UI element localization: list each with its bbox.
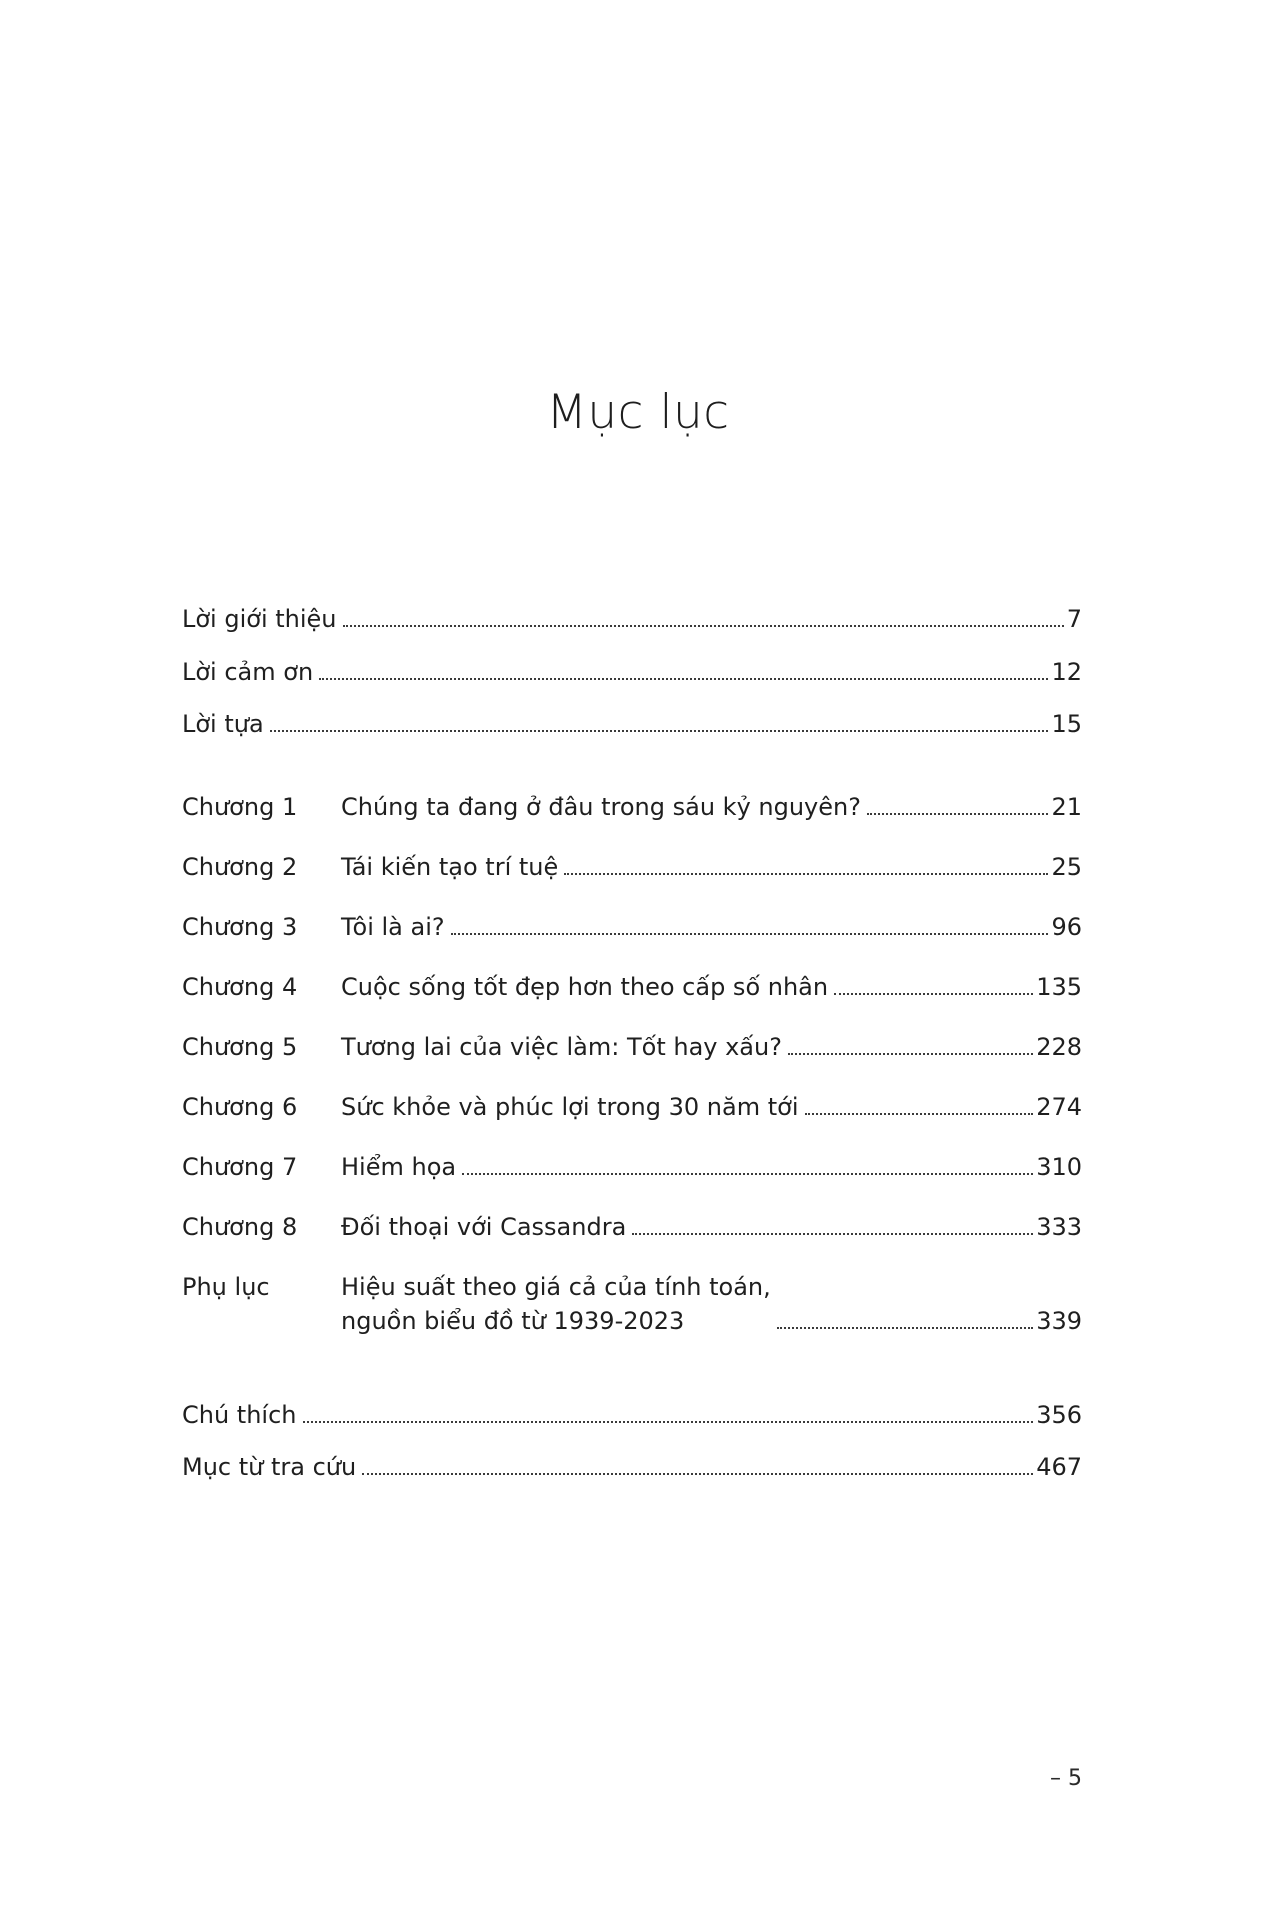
- dot-leader: [451, 933, 1049, 935]
- toc-entry-chapter-7[interactable]: [182, 1150, 1082, 1184]
- toc-page-number: 333: [1036, 1213, 1082, 1241]
- toc-entry-title: Lời tựa: [182, 710, 264, 738]
- dot-leader: [834, 993, 1033, 995]
- chapter-title: Hiểm họa: [341, 1153, 457, 1181]
- toc-page-number: 310: [1036, 1153, 1082, 1181]
- toc-entry-title: Lời cảm ơn: [182, 658, 314, 686]
- toc-page-number: 7: [1066, 605, 1082, 633]
- toc-entry-appendix[interactable]: [182, 1270, 1082, 1338]
- chapter-label: Chương 6: [182, 1093, 298, 1121]
- toc-entry-title: Mục từ tra cứu: [182, 1453, 357, 1481]
- toc-page-number: 15: [1051, 710, 1082, 738]
- toc-page-number: 339: [1036, 1307, 1082, 1335]
- chapter-label: Chương 3: [182, 913, 298, 941]
- dot-leader: [632, 1233, 1033, 1235]
- chapter-title: Đối thoại với Cassandra: [341, 1213, 627, 1241]
- chapter-title: Tái kiến tạo trí tuệ: [341, 853, 559, 881]
- dot-leader: [303, 1421, 1034, 1423]
- appendix-label: Phụ lục: [182, 1273, 270, 1301]
- toc-entry-acknowledgements[interactable]: [182, 655, 1082, 689]
- appendix-title: [341, 1270, 771, 1338]
- toc-page-number: 21: [1051, 793, 1082, 821]
- chapter-title: Chúng ta đang ở đâu trong sáu kỷ nguyên?: [341, 793, 861, 821]
- toc-entry-chapter-2[interactable]: [182, 850, 1082, 884]
- appendix-title-line-2: nguồn biểu đồ từ 1939-2023: [341, 1307, 685, 1335]
- toc-entry-preface[interactable]: [182, 707, 1082, 741]
- chapter-title: Tôi là ai?: [341, 913, 445, 941]
- toc-entry-chapter-3[interactable]: [182, 910, 1082, 944]
- dot-leader: [270, 730, 1049, 732]
- toc-page-number: 25: [1051, 853, 1082, 881]
- chapter-label: Chương 7: [182, 1153, 298, 1181]
- toc-entry-chapter-6[interactable]: [182, 1090, 1082, 1124]
- toc-entry-title: Chú thích: [182, 1401, 297, 1429]
- toc-page-number: 356: [1036, 1401, 1082, 1429]
- toc-entry-chapter-1[interactable]: [182, 790, 1082, 824]
- chapter-label: Chương 1: [182, 793, 298, 821]
- dot-leader: [343, 625, 1064, 627]
- chapter-label: Chương 4: [182, 973, 298, 1001]
- dot-leader: [319, 678, 1048, 680]
- toc-entry-chapter-8[interactable]: [182, 1210, 1082, 1244]
- page-number-footer: – 5: [1050, 1766, 1082, 1791]
- chapter-title: Cuộc sống tốt đẹp hơn theo cấp số nhân: [341, 973, 829, 1001]
- dot-leader: [788, 1053, 1033, 1055]
- dot-leader: [362, 1473, 1033, 1475]
- page-title: Mục lục: [546, 385, 730, 440]
- toc-entry-index[interactable]: [182, 1450, 1082, 1484]
- toc-entry-chapter-4[interactable]: [182, 970, 1082, 1004]
- dot-leader: [805, 1113, 1034, 1115]
- toc-entry-introduction[interactable]: [182, 602, 1082, 636]
- toc-page-number: 274: [1036, 1093, 1082, 1121]
- toc-page-number: 467: [1036, 1453, 1082, 1481]
- toc-entry-title: Lời giới thiệu: [182, 605, 337, 633]
- chapter-label: Chương 8: [182, 1213, 298, 1241]
- chapter-label: Chương 5: [182, 1033, 298, 1061]
- appendix-title-line-1: Hiệu suất theo giá cả của tính toán,: [341, 1273, 771, 1301]
- dot-leader: [564, 873, 1048, 875]
- toc-page-number: 228: [1036, 1033, 1082, 1061]
- toc-entry-notes[interactable]: [182, 1398, 1082, 1432]
- toc-page-number: 135: [1036, 973, 1082, 1001]
- toc-page-number: 12: [1051, 658, 1082, 686]
- dot-leader: [867, 813, 1048, 815]
- dot-leader: [777, 1327, 1033, 1329]
- toc-page-number: 96: [1051, 913, 1082, 941]
- chapter-title: Tương lai của việc làm: Tốt hay xấu?: [341, 1033, 782, 1061]
- chapter-label: Chương 2: [182, 853, 298, 881]
- dot-leader: [462, 1173, 1033, 1175]
- chapter-title: Sức khỏe và phúc lợi trong 30 năm tới: [341, 1093, 799, 1121]
- toc-entry-chapter-5[interactable]: [182, 1030, 1082, 1064]
